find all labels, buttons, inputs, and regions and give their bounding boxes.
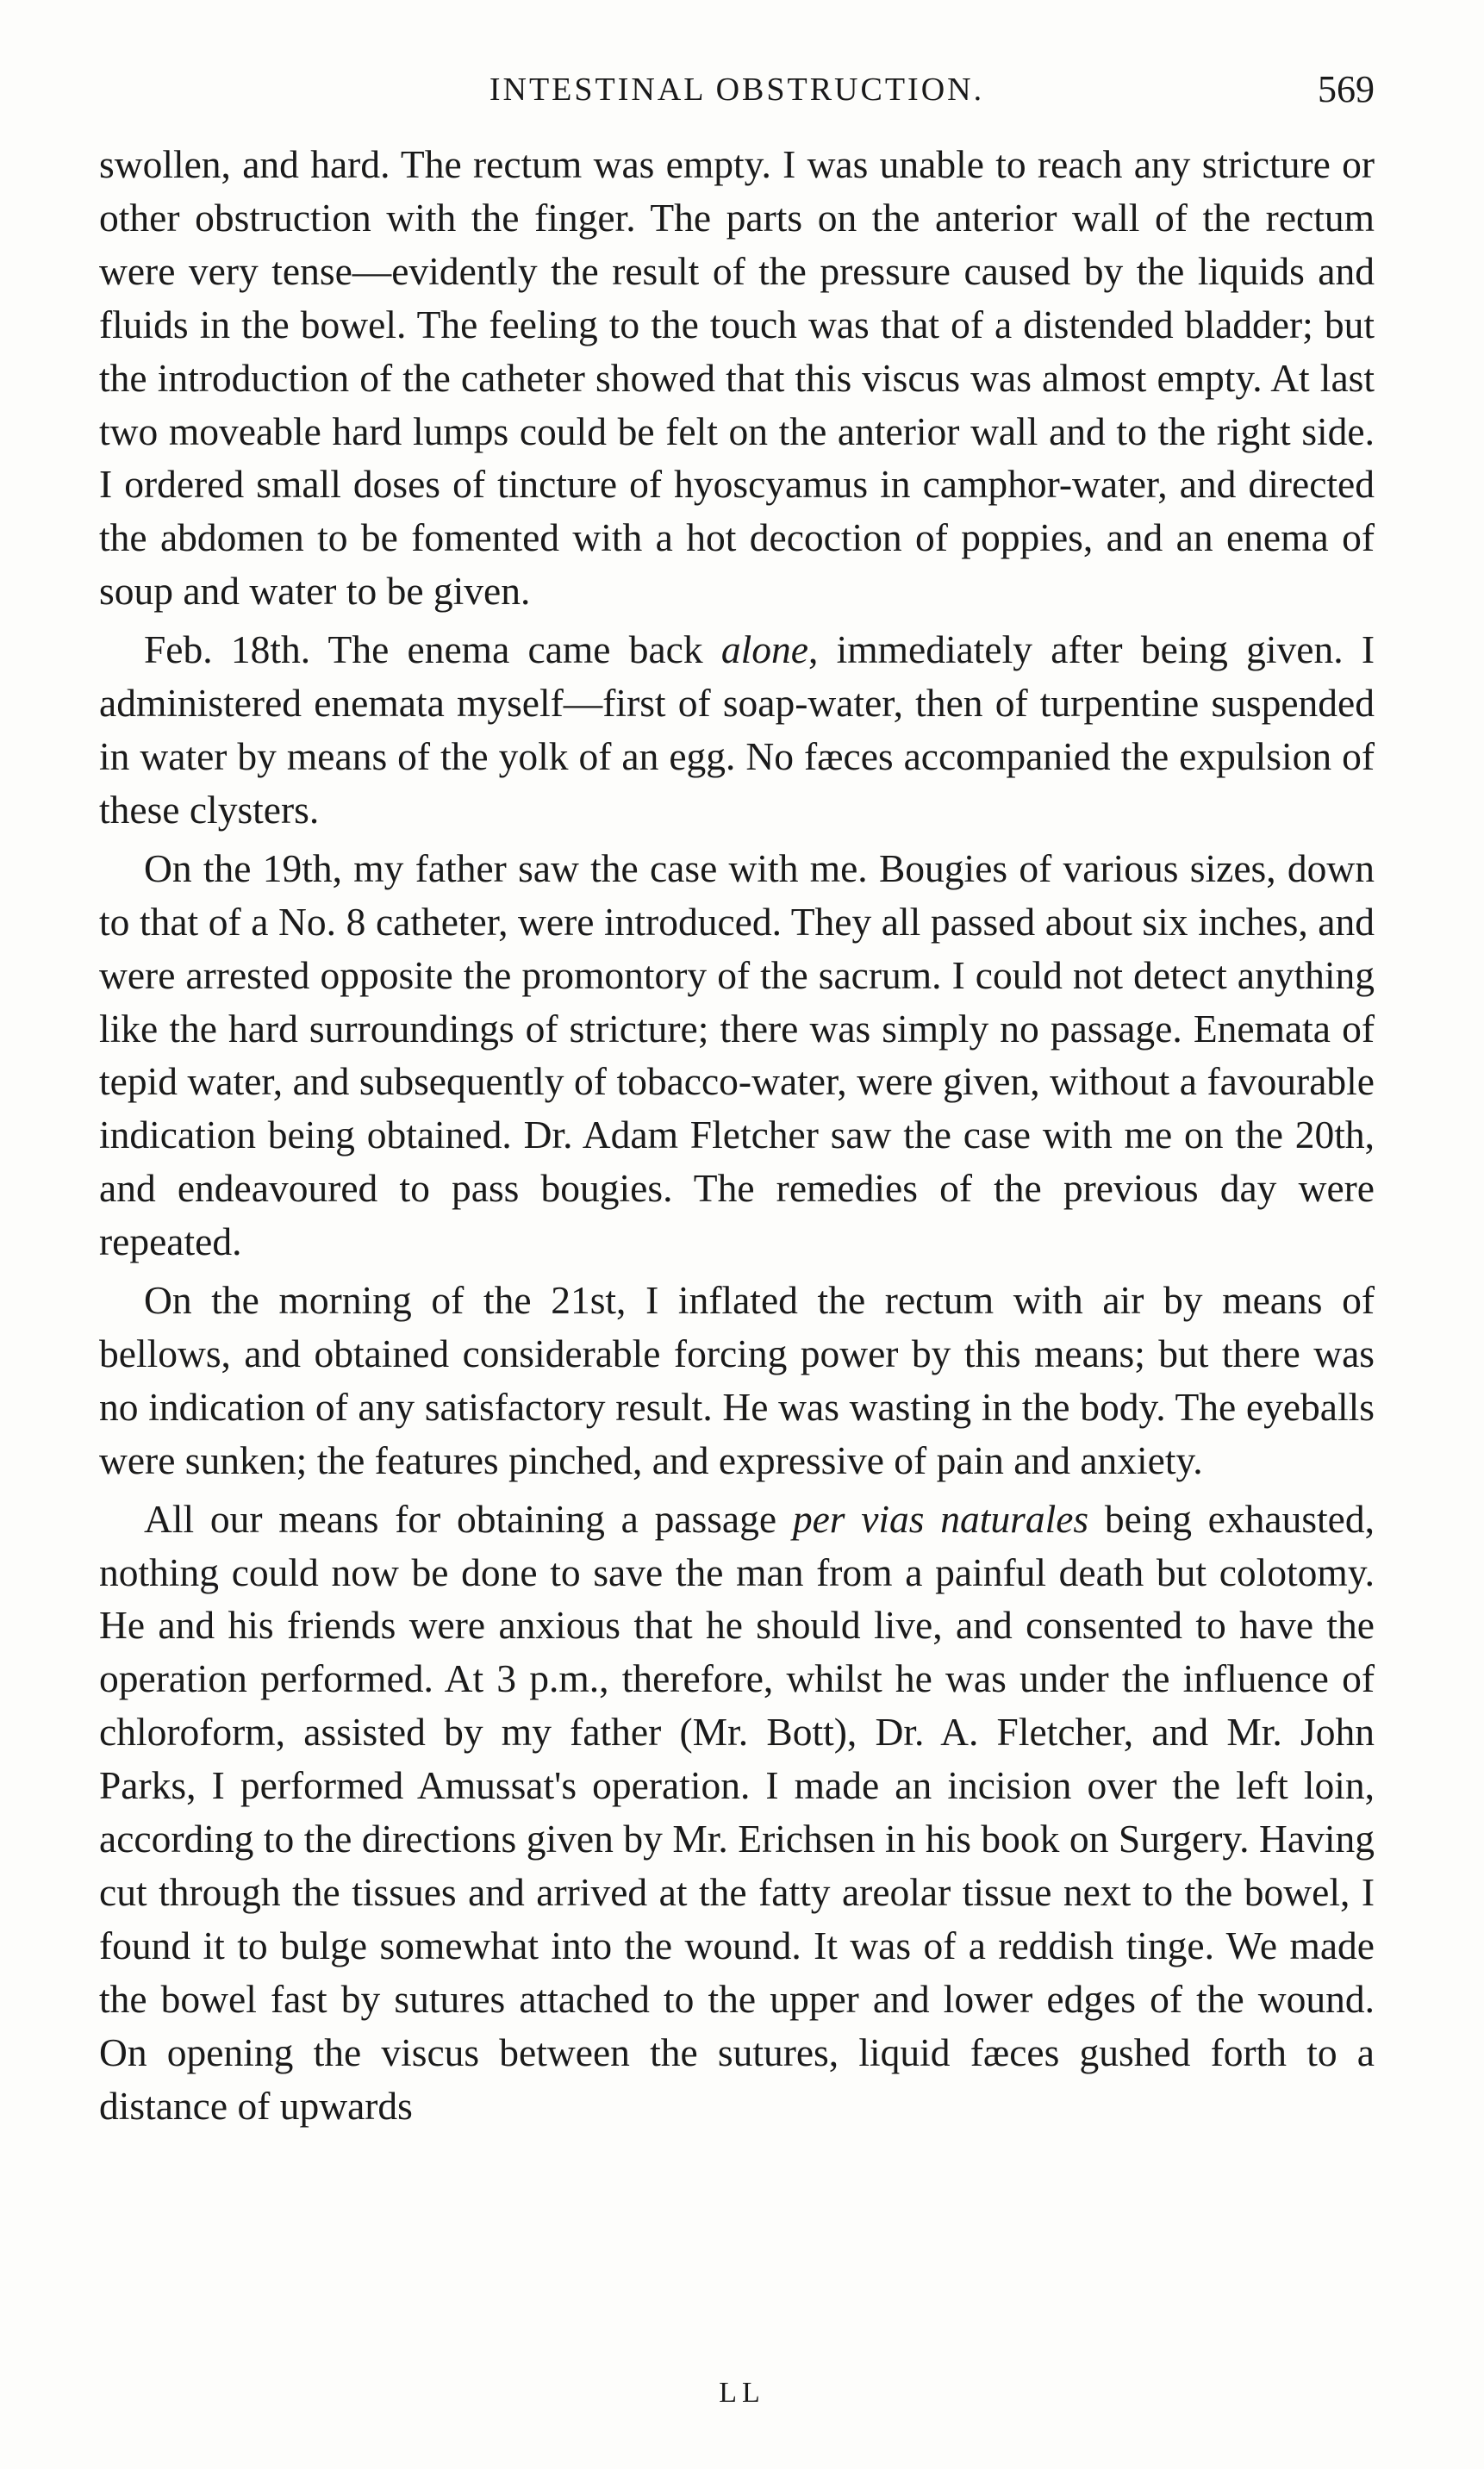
- paragraph-text: being exhausted, nothing could now be done to save the man from a painful death but colotomy. He and his friends were anxious that he should live, and consented to have the operation performed. At 3 p.m., therefore, whilst he was under the influence of chloroform, assisted by my father (Mr. Bott), Dr. A. Fletcher, and Mr. John Parks, I performed Amussat's operation. I made an incision over the left loin, according to the directions given by Mr. Erichsen in his book on Surgery. Having cut through the tissues and arrived at the fatty areolar tissue next to the bowel, I found it to bulge somewhat into the wound. It was of a reddish tinge. We made the bowel fast by sutures attached to the upper and lower edges of the wound. On opening the viscus between the sutures, liquid fæces gushed forth to a distance of upwards: [99, 1496, 1375, 2128]
- running-head: [99, 68, 1375, 122]
- paragraph-text: , immediately after being given. I administered enemata myself—first of soap-water, then of turpentine suspended in water by means of the yolk of an egg. No fæces accompanied the expulsion of these clysters.: [99, 627, 1375, 832]
- paragraph-4: [99, 1274, 1375, 1487]
- paragraph-2: [99, 623, 1375, 837]
- body-text: [99, 138, 1375, 2133]
- paragraph-3: [99, 842, 1375, 1269]
- paragraph-5: [99, 1493, 1375, 2133]
- paragraph-text: Feb. 18th. The enema came back: [144, 627, 721, 672]
- paragraph-text: On the 19th, my father saw the case with me. Bougies of various sizes, down to that of a No. 8 catheter, were introduced. They all passed about six inches, and were arrested opposite the promontory of the sacrum. I could not detect anything like the hard surroundings of stricture; there was simply no passage. Enemata of tepid water, and subsequently of tobacco-water, were given, without a favourable indication being obtained. Dr. Adam Fletcher saw the case with me on the 20th, and endeavoured to pass bougies. The remedies of the previous day were repeated.: [99, 845, 1375, 1264]
- italic-text: alone: [720, 627, 808, 672]
- italic-text: per vias naturales: [792, 1496, 1089, 1541]
- paragraph-text: All our means for obtaining a passage: [144, 1496, 793, 1541]
- signature-mark: LL: [719, 2377, 765, 2409]
- paragraph-text: On the morning of the 21st, I inflated the rectum with air by means of bellows, and obtained considerable forcing power by this means; but there was no indication of any satisfactory result. He was wasting in the body. The eyeballs were sunken; the features pinched, and expressive of pain and anxiety.: [99, 1278, 1375, 1482]
- running-title: INTESTINAL OBSTRUCTION.: [489, 72, 985, 108]
- page-number: 569: [1318, 68, 1375, 110]
- paragraph-1: [99, 138, 1375, 618]
- paragraph-text: swollen, and hard. The rectum was empty. I was unable to reach any stricture or other obstruction with the finger. The parts on the anterior wall of the rectum were very tense—evidently the result of the pressure caused by the liquids and fluids in the bowel. The feeling to the touch was that of a distended bladder; but the introduction of the catheter showed that this viscus was almost empty. At last two moveable hard lumps could be felt on the anterior wall and to the right side. I ordered small doses of tincture of hyoscyamus in camphor-water, and directed the abdomen to be fomented with a hot decoction of poppies, and an enema of soup and water to be given.: [99, 142, 1375, 614]
